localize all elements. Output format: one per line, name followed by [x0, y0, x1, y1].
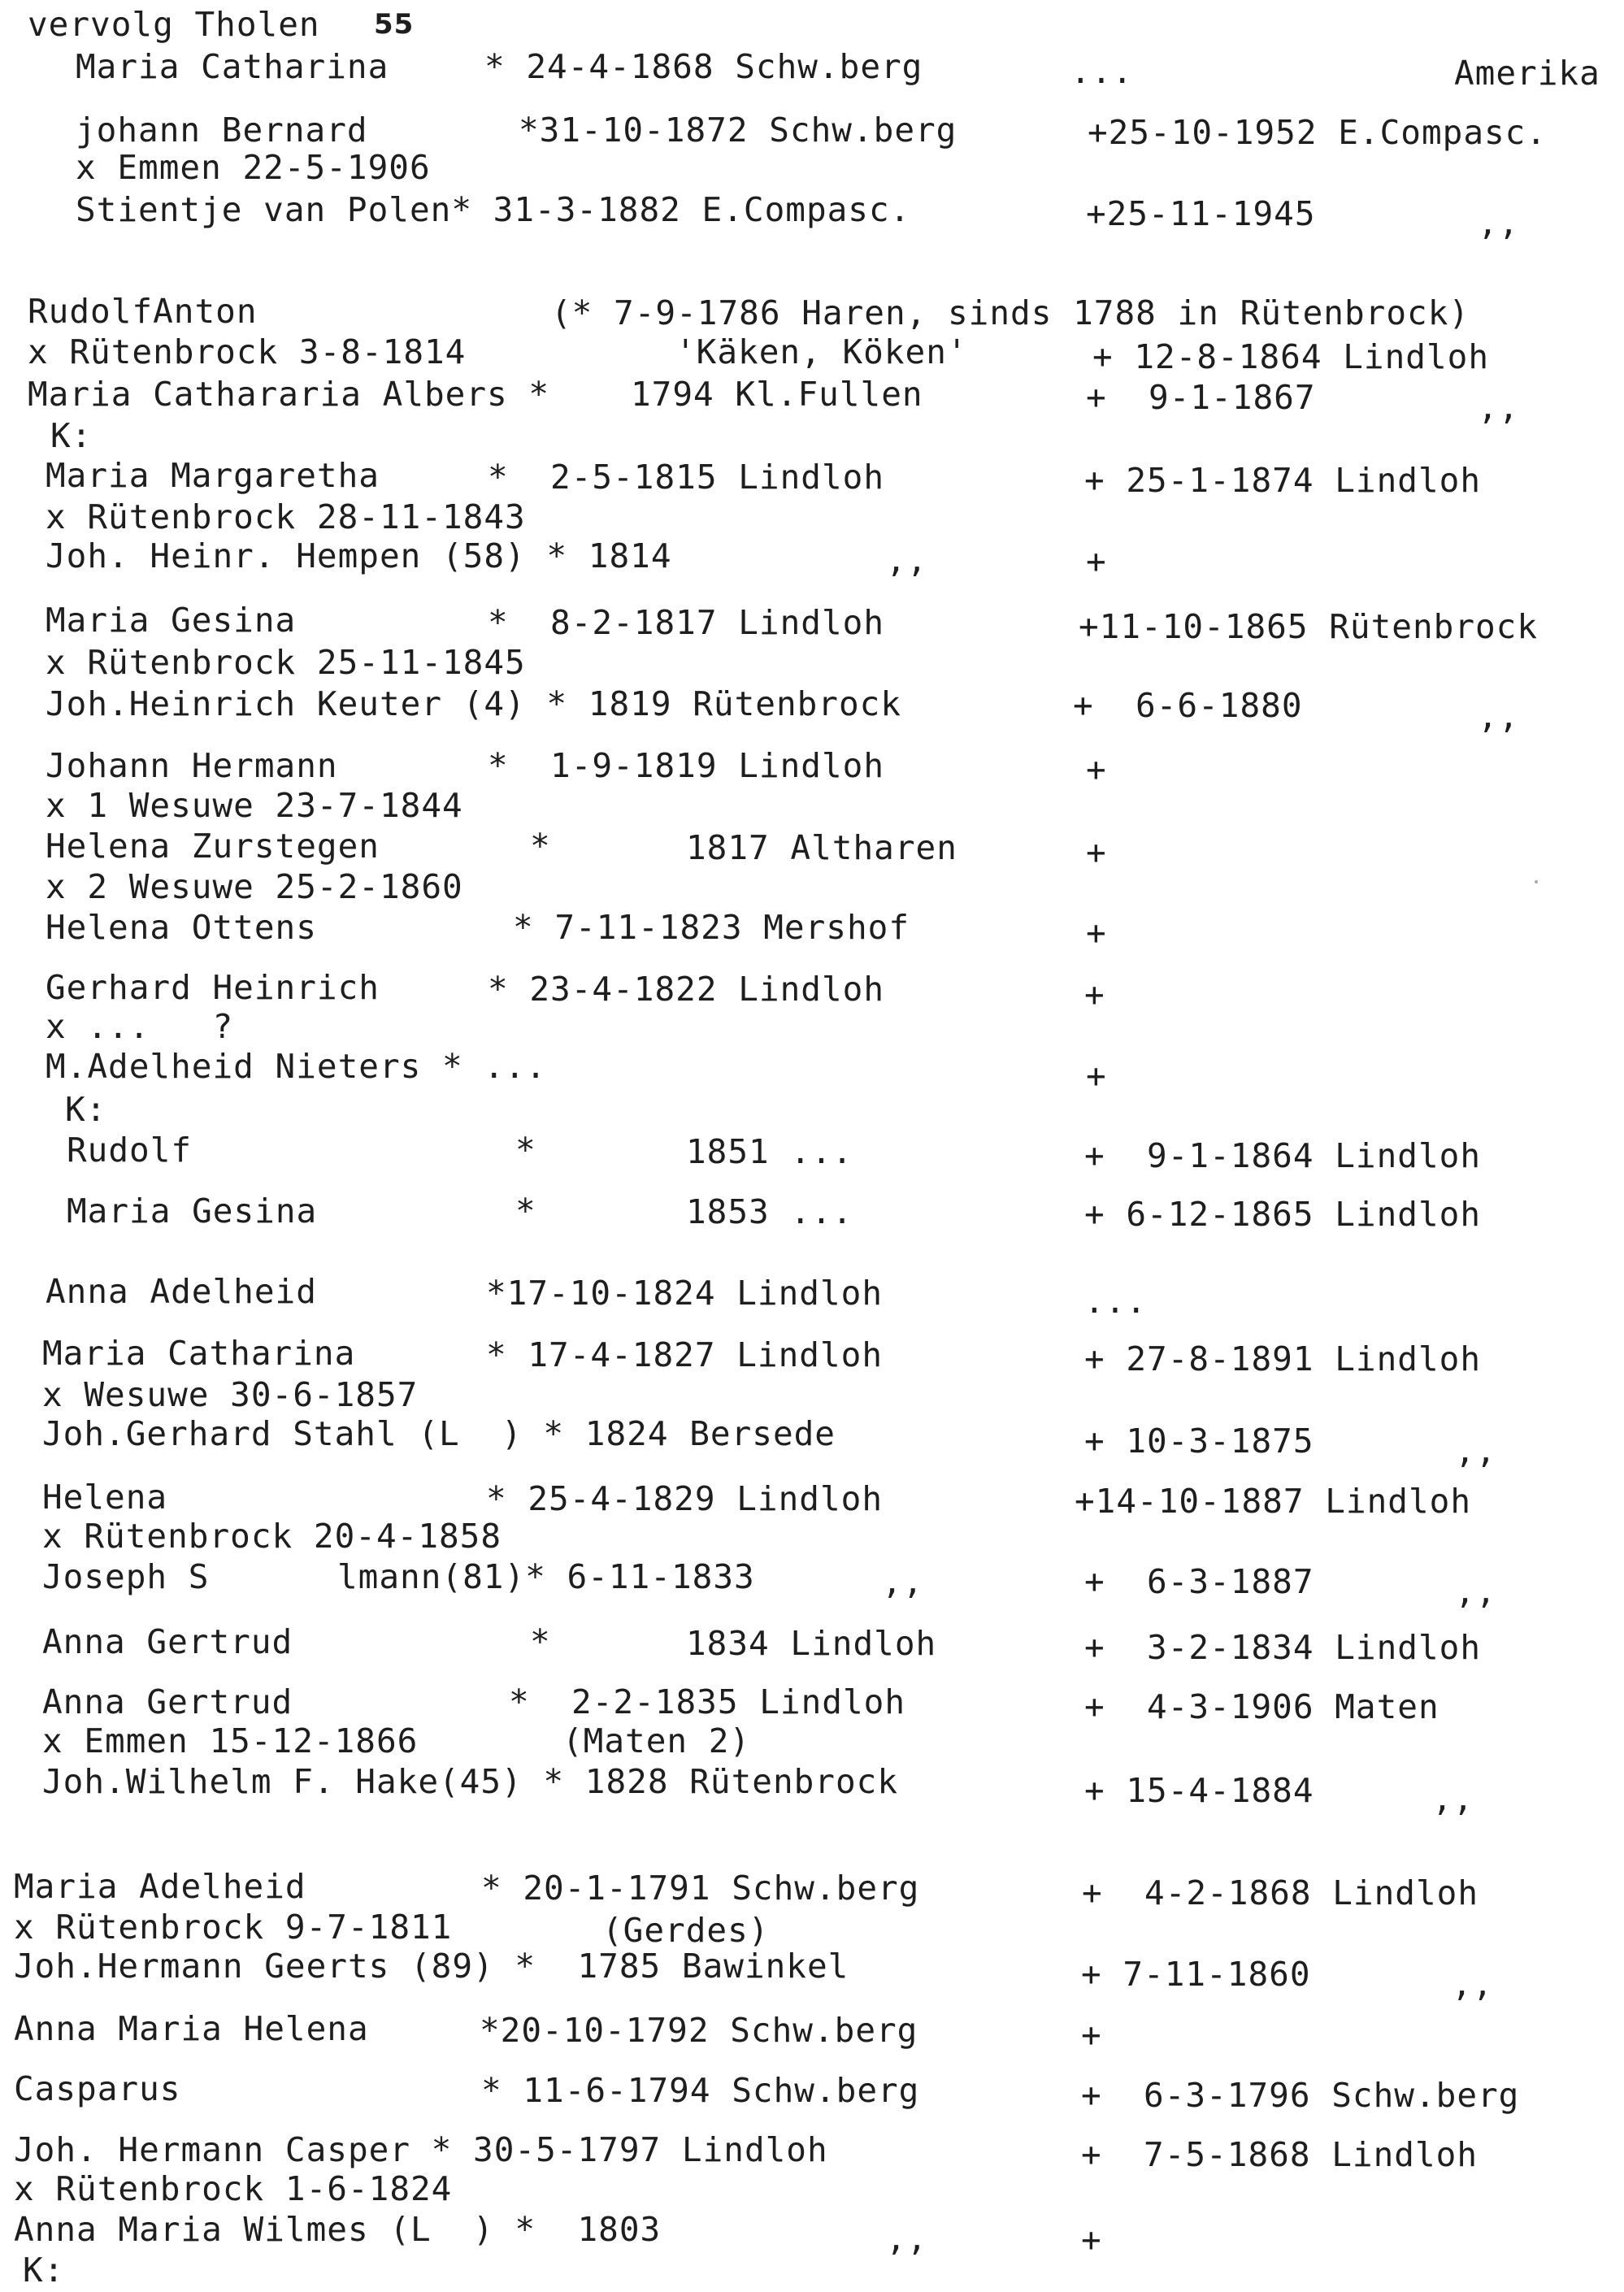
text-line: ,, [886, 2219, 928, 2258]
text-line: Joseph S [42, 1557, 210, 1596]
text-line: Maria Catharina [42, 1334, 356, 1373]
text-line: + 6-12-1865 Lindloh [1084, 1195, 1481, 1234]
text-line: + 6-3-1796 Schw.berg [1081, 2076, 1520, 2115]
text-line: * 11-6-1794 Schw.berg [481, 2071, 920, 2110]
text-line: Joh.Heinrich Keuter (4) * 1819 Rütenbrock [46, 684, 902, 723]
text-line: Anna Maria Wilmes (L ) * 1803 [14, 2210, 662, 2249]
text-line: x ... ? [46, 1007, 234, 1046]
text-line: Helena Zurstegen [46, 827, 380, 866]
text-line: + [1086, 833, 1107, 872]
text-line: + 7-11-1860 [1081, 1955, 1311, 1994]
text-line: x Emmen 22-5-1906 [76, 148, 431, 187]
text-line: ... [1084, 1282, 1148, 1321]
text-line: (Gerdes) [602, 1911, 770, 1950]
text-line: * 20-1-1791 Schw.berg [481, 1869, 920, 1908]
text-line: Maria Catharina [76, 47, 389, 86]
text-line: * [515, 1131, 536, 1170]
text-line: * [530, 827, 551, 866]
text-line: +25-10-1952 E.Compasc. [1088, 113, 1548, 152]
text-line: *20-10-1792 Schw.berg [480, 2011, 918, 2050]
text-line: 1794 Kl.Fullen [631, 375, 923, 414]
text-line: + [1086, 542, 1107, 581]
text-line: * 2-5-1815 Lindloh [488, 458, 884, 497]
text-line: ... [1070, 52, 1134, 91]
text-line: ,, [1452, 1964, 1494, 2003]
text-line: + 27-8-1891 Lindloh [1084, 1339, 1481, 1378]
text-line: Helena [42, 1478, 168, 1517]
text-line: Joh.Gerhard Stahl (L ) * 1824 Bersede [42, 1414, 836, 1453]
text-line: ,, [1455, 1431, 1497, 1470]
text-line: 'Käken, Köken' [675, 332, 968, 371]
text-line: + 4-2-1868 Lindloh [1082, 1873, 1479, 1912]
text-line: ,, [882, 1562, 924, 1601]
text-line: johann Bernard [76, 111, 368, 150]
text-line: Gerhard Heinrich [46, 968, 380, 1007]
text-line: x Emmen 15-12-1866 [42, 1721, 419, 1760]
text-line: x Rütenbrock 20-4-1858 [42, 1517, 502, 1556]
text-line: K: [50, 416, 93, 455]
text-line: + [1081, 2220, 1102, 2259]
text-line: ,, [1478, 203, 1520, 242]
text-line: (* 7-9-1786 Haren, sinds 1788 in Rütenbrock) [551, 293, 1470, 332]
text-line: x Rütenbrock 1-6-1824 [14, 2169, 453, 2208]
text-line: (Maten 2) [562, 1721, 751, 1760]
text-line: 1817 Altharen [686, 828, 957, 867]
text-line: * [515, 1192, 536, 1231]
text-line: *31-10-1872 Schw.berg [519, 111, 957, 150]
text-line: Maria Gesina [46, 601, 297, 640]
text-line: + 10-3-1875 [1084, 1422, 1314, 1461]
text-line: 1851 ... [686, 1132, 853, 1171]
text-line: + 15-4-1884 [1084, 1771, 1314, 1810]
text-line: Anna Gertrud [42, 1622, 293, 1661]
text-line: ,, [1455, 1572, 1497, 1611]
text-line: + [1086, 914, 1107, 953]
page-number: 55 [374, 8, 415, 41]
header-title: vervolg Tholen [28, 5, 320, 44]
text-line: +14-10-1887 Lindloh [1075, 1482, 1471, 1521]
text-line: lmann(81)* 6-11-1833 [337, 1557, 755, 1596]
text-line: Joh.Hermann Geerts (89) * 1785 Bawinkel [14, 1947, 849, 1986]
text-line: K: [23, 2251, 65, 2290]
text-line: + 6-3-1887 [1084, 1562, 1314, 1601]
text-line: Casparus [14, 2069, 181, 2108]
text-line: Joh. Heinr. Hempen (58) * 1814 [46, 536, 672, 575]
text-line: * 17-4-1827 Lindloh [486, 1335, 883, 1374]
text-line: x Rütenbrock 9-7-1811 [14, 1908, 453, 1947]
text-line: Maria Margaretha [46, 456, 380, 495]
text-line: Johann Hermann [46, 746, 338, 785]
text-line: ,, [1478, 388, 1520, 427]
text-line: RudolfAnton [28, 292, 258, 331]
text-line: x Rütenbrock 28-11-1843 [46, 497, 526, 536]
text-line: Joh.Wilhelm F. Hake(45) * 1828 Rütenbrock [42, 1762, 899, 1801]
text-line: x 2 Wesuwe 25-2-1860 [46, 867, 463, 906]
text-line: + 12-8-1864 Lindloh [1092, 337, 1489, 376]
text-line: +25-11-1945 [1086, 194, 1316, 233]
text-line: * 7-11-1823 Mershof [513, 908, 910, 947]
text-line: + [1086, 750, 1107, 789]
text-line: M.Adelheid Nieters * ... [46, 1047, 547, 1086]
text-line: Anna Gertrud [42, 1682, 293, 1721]
text-line: + 9-1-1864 Lindloh [1084, 1136, 1481, 1175]
text-line: x Wesuwe 30-6-1857 [42, 1375, 419, 1414]
text-line: ,, [1432, 1779, 1474, 1818]
text-line: + [1081, 2016, 1102, 2055]
text-line: Rudolf [67, 1131, 193, 1170]
text-line: + 3-2-1834 Lindloh [1084, 1628, 1481, 1667]
text-line: 1834 Lindloh [686, 1624, 937, 1663]
text-line: * 2-2-1835 Lindloh [509, 1682, 905, 1721]
text-line: + [1084, 975, 1105, 1014]
text-line: ,, [886, 540, 928, 580]
text-line: +11-10-1865 Rütenbrock [1079, 607, 1539, 646]
text-line: ,, [1478, 697, 1520, 736]
text-line: * [530, 1622, 551, 1661]
text-line: Anna Adelheid [46, 1272, 317, 1311]
text-line: Joh. Hermann Casper * 30-5-1797 Lindloh [14, 2130, 828, 2169]
text-line: * 23-4-1822 Lindloh [488, 970, 884, 1009]
text-line: Maria Adelheid [14, 1867, 306, 1906]
text-line: * 25-4-1829 Lindloh [486, 1479, 883, 1518]
text-line: x Rütenbrock 3-8-1814 [28, 332, 467, 371]
text-line: Amerika [1454, 54, 1600, 93]
text-line: + 25-1-1874 Lindloh [1084, 461, 1481, 500]
text-line: + 4-3-1906 Maten [1084, 1687, 1439, 1726]
text-line: Anna Maria Helena [14, 2009, 369, 2048]
text-line: Maria Gesina [67, 1192, 318, 1231]
text-line: + 6-6-1880 [1073, 686, 1303, 725]
text-line: * 8-2-1817 Lindloh [488, 603, 884, 642]
text-line: x 1 Wesuwe 23-7-1844 [46, 786, 463, 825]
text-line: + 7-5-1868 Lindloh [1081, 2135, 1478, 2174]
text-line: * 1-9-1819 Lindloh [488, 746, 884, 785]
scan-speck [1535, 880, 1538, 883]
text-line: * 24-4-1868 Schw.berg [484, 47, 923, 86]
text-line: Helena Ottens [46, 908, 317, 947]
text-line: *17-10-1824 Lindloh [486, 1274, 883, 1313]
text-line: Stientje van Polen* 31-3-1882 E.Compasc. [76, 190, 911, 229]
text-line: 1853 ... [686, 1192, 853, 1231]
text-line: + 9-1-1867 [1086, 378, 1316, 417]
text-line: x Rütenbrock 25-11-1845 [46, 643, 526, 682]
text-line: K: [65, 1090, 107, 1129]
text-line: Maria Cathararia Albers * [28, 375, 550, 414]
text-line: + [1086, 1057, 1107, 1096]
